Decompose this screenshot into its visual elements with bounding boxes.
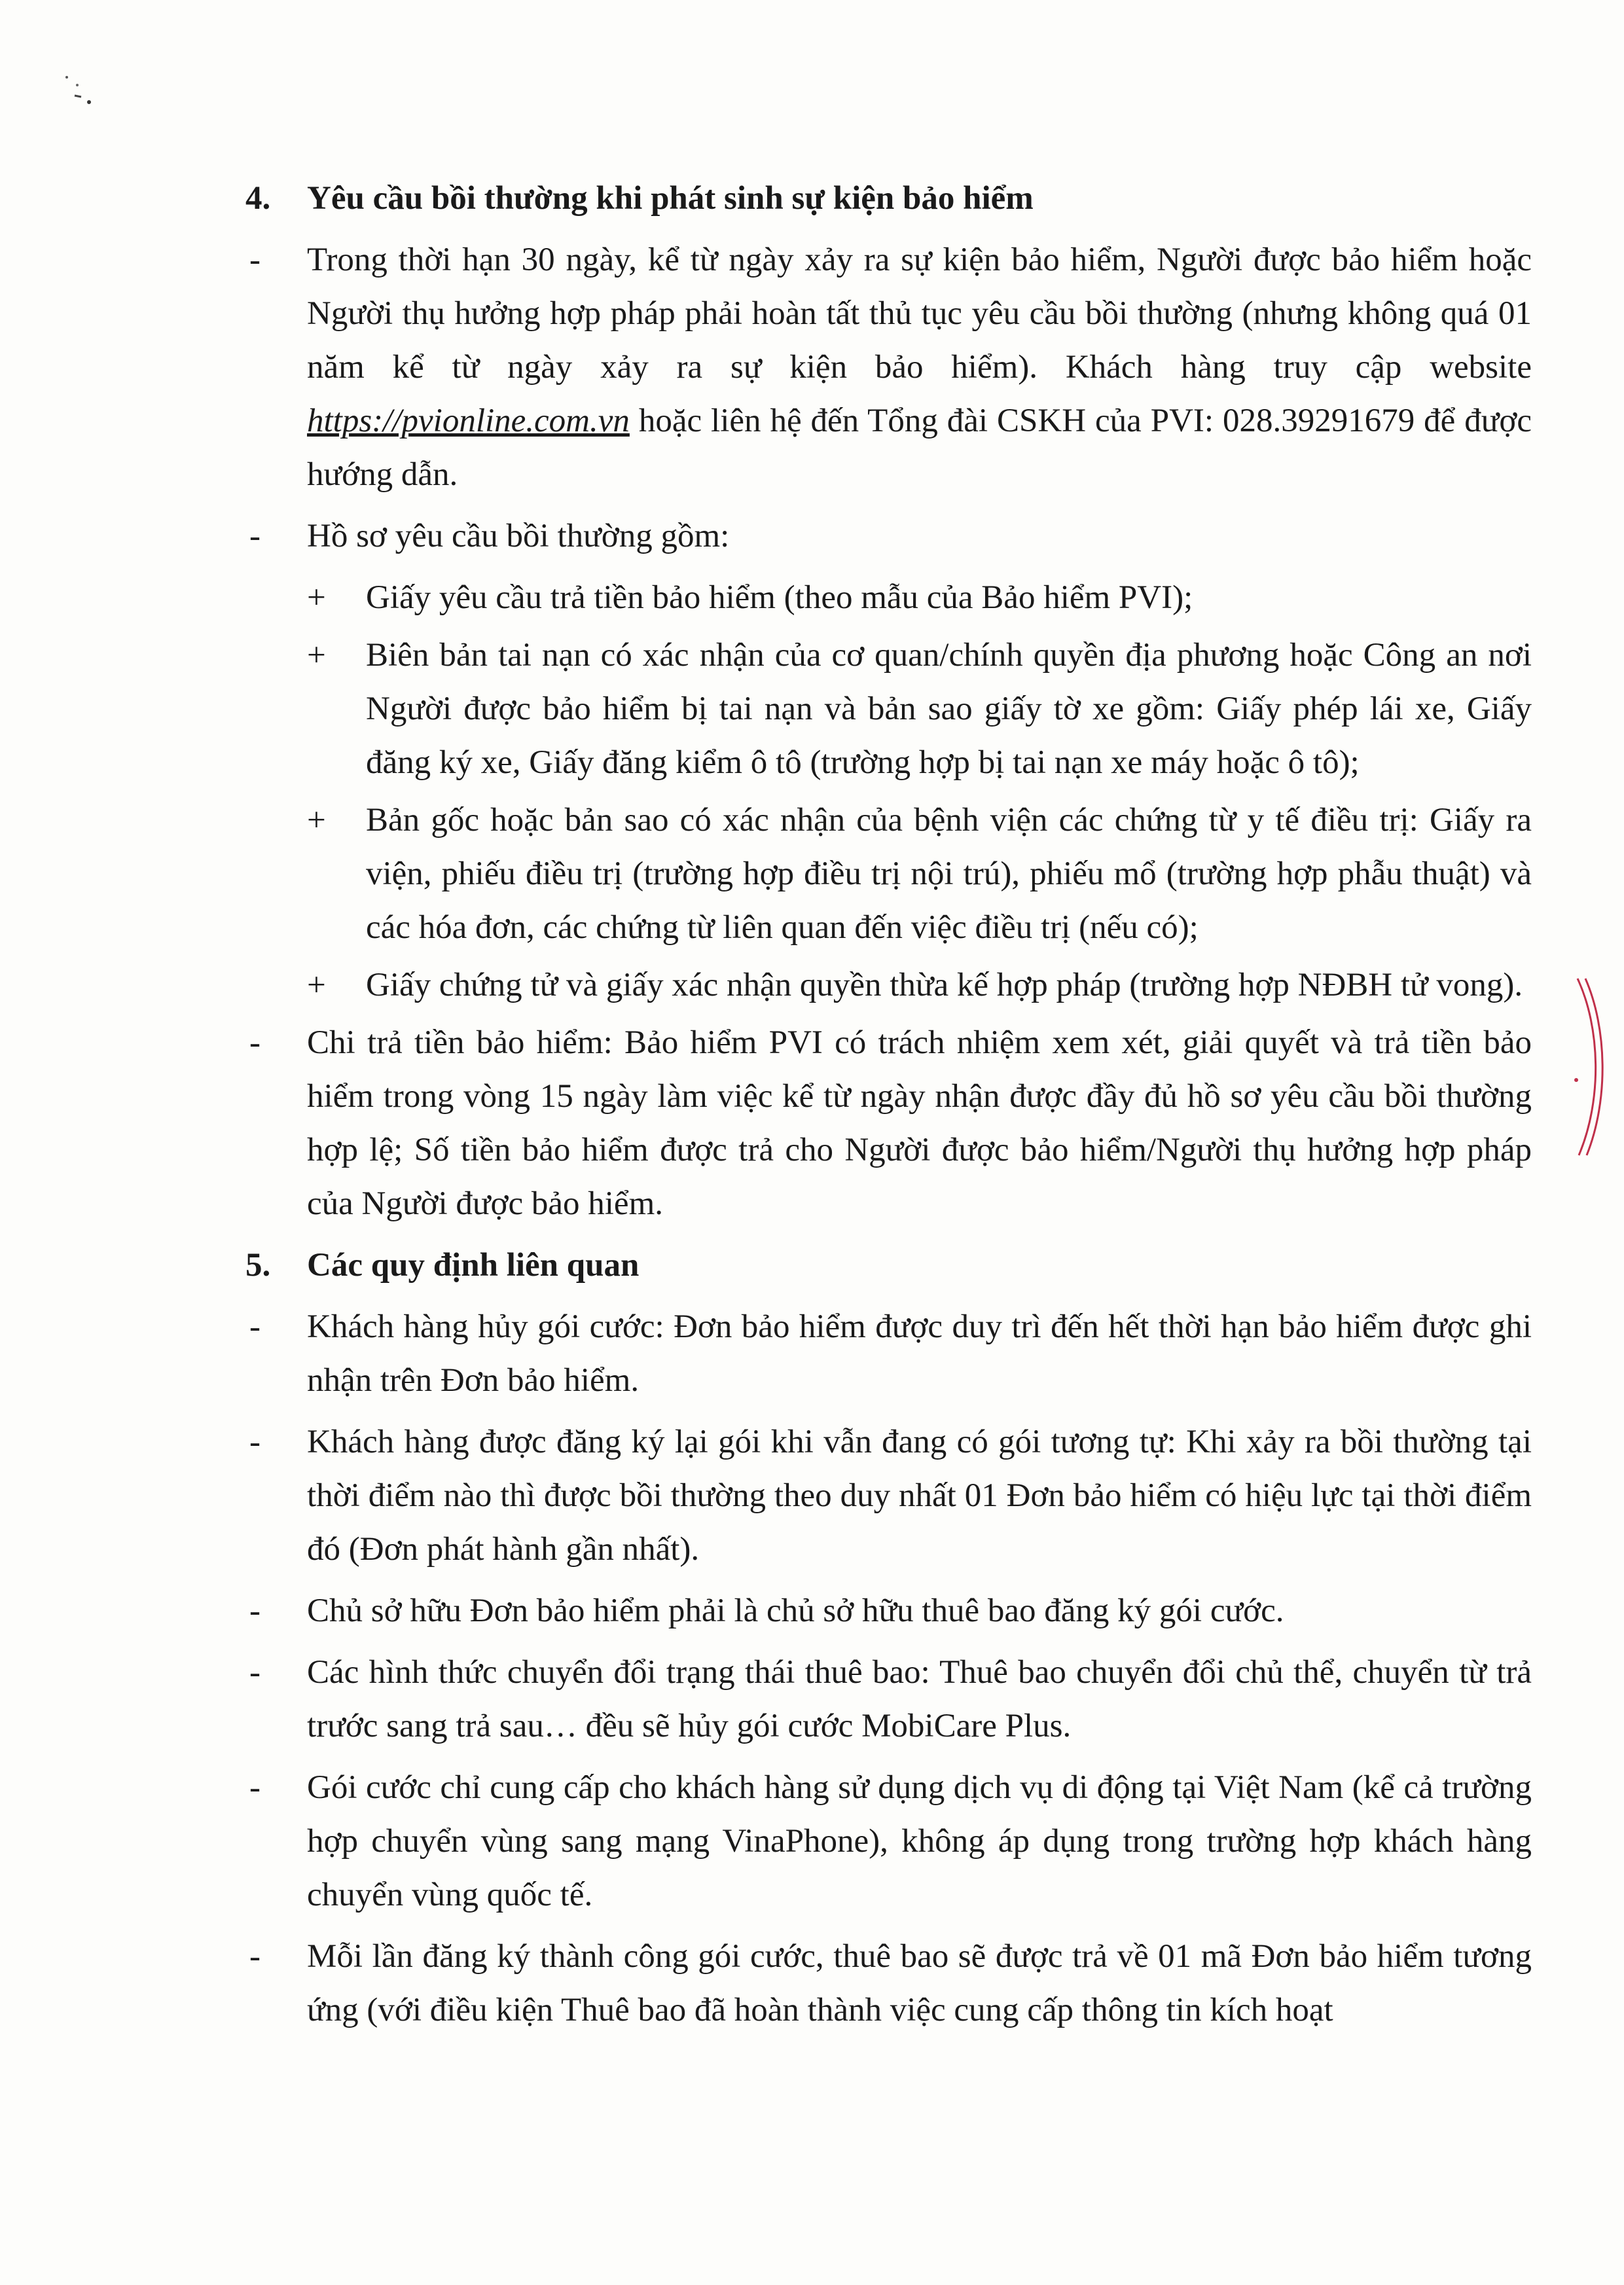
sub-list-item (307, 628, 1532, 789)
sub-list-item-text: Bản gốc hoặc bản sao có xác nhận của bệnh viện các chứng từ y tế điều trị: Giấy ra viện, phiếu điều trị (trường hợp điều trị nội trú), phiếu mổ (trường hợp phẫu thuật) và các hóa đơn, các chứng từ liên quan đến việc điều trị (nếu có); (366, 802, 1532, 946)
dash-marker: - (249, 1024, 261, 1061)
plus-marker: + (307, 967, 326, 1003)
dash-marker: - (249, 1938, 261, 1975)
sub-list-item (307, 958, 1532, 1012)
section-title: Các quy định liên quan (307, 1247, 640, 1284)
margin-bracket-mark-icon (1571, 975, 1610, 1159)
list-item-text: Mỗi lần đăng ký thành công gói cước, thuê bao sẽ được trả về 01 mã Đơn bảo hiểm tương ứng (với điều kiện Thuê bao đã hoàn thành việc cung cấp thông tin kích hoạt (307, 1938, 1532, 2028)
plus-marker: + (307, 802, 326, 838)
document-body (245, 171, 1532, 2045)
scan-mark-icon (63, 72, 102, 111)
list-item-text (307, 233, 1532, 501)
list-item-text: Khách hàng được đăng ký lại gói khi vẫn đang có gói tương tự: Khi xảy ra bồi thường tại thời điểm nào thì được bồi thường theo duy nhất 01 Đơn bảo hiểm có hiệu lực tại thời điểm đó (Đơn phát hành gần nhất). (307, 1424, 1532, 1568)
text-segment: Trong thời hạn 30 ngày, kể từ ngày xảy ra sự kiện bảo hiểm, Người được bảo hiểm hoặc Người thụ hưởng hợp pháp phải hoàn tất thủ tục yêu cầu bồi thường (nhưng không quá 01 năm kể từ ngày xảy ra sự kiện bảo hiểm). Khách hàng truy cập website (307, 242, 1532, 386)
list-item (245, 1930, 1532, 2037)
list-item-text: Gói cước chỉ cung cấp cho khách hàng sử dụng dịch vụ di động tại Việt Nam (kể cả trường hợp chuyển vùng sang mạng VinaPhone), không áp dụng trong trường hợp khách hàng chuyển vùng quốc tế. (307, 1769, 1532, 1913)
list-item (245, 1761, 1532, 1922)
dash-marker: - (249, 1424, 261, 1460)
website-link[interactable]: https://pvionline.com.vn (307, 403, 630, 439)
list-item (245, 1646, 1532, 1753)
list-item-text: Khách hàng hủy gói cước: Đơn bảo hiểm được duy trì đến hết thời hạn bảo hiểm được ghi nhận trên Đơn bảo hiểm. (307, 1308, 1532, 1399)
list-item-text: Các hình thức chuyển đổi trạng thái thuê bao: Thuê bao chuyển đổi chủ thể, chuyển từ trả trước sang trả sau… đều sẽ hủy gói cước MobiCare Plus. (307, 1654, 1532, 1744)
plus-marker: + (307, 637, 326, 674)
list-item (245, 509, 1532, 563)
dash-marker: - (249, 518, 261, 554)
list-item (245, 1300, 1532, 1407)
list-item (245, 1584, 1532, 1638)
list-item (245, 1415, 1532, 1576)
plus-marker: + (307, 579, 326, 616)
sub-list-item (307, 793, 1532, 954)
section-title: Yêu cầu bồi thường khi phát sinh sự kiện bảo hiểm (307, 180, 1034, 217)
section-5-heading (245, 1238, 1532, 1292)
dash-marker: - (249, 1654, 261, 1691)
sub-list-item-text: Biên bản tai nạn có xác nhận của cơ quan/chính quyền địa phương hoặc Công an nơi Người được bảo hiểm bị tai nạn và bản sao giấy tờ xe gồm: Giấy phép lái xe, Giấy đăng ký xe, Giấy đăng kiểm ô tô (trường hợp bị tai nạn xe máy hoặc ô tô); (366, 637, 1532, 781)
dash-marker: - (249, 1592, 261, 1629)
dash-marker: - (249, 1308, 261, 1345)
dash-marker: - (249, 242, 261, 278)
list-item (245, 1016, 1532, 1231)
section-number: 5. (245, 1247, 271, 1284)
dash-marker: - (249, 1769, 261, 1806)
sub-list-item-text: Giấy yêu cầu trả tiền bảo hiểm (theo mẫu của Bảo hiểm PVI); (366, 579, 1193, 616)
list-item-text: Hồ sơ yêu cầu bồi thường gồm: (307, 518, 730, 554)
section-number: 4. (245, 180, 271, 217)
section-4-heading (245, 171, 1532, 225)
list-item (245, 233, 1532, 501)
sub-list-item (307, 571, 1532, 624)
list-item-text: Chi trả tiền bảo hiểm: Bảo hiểm PVI có trách nhiệm xem xét, giải quyết và trả tiền bảo hiểm trong vòng 15 ngày làm việc kể từ ngày nhận được đầy đủ hồ sơ yêu cầu bồi thường hợp lệ; Số tiền bảo hiểm được trả cho Người được bảo hiểm/Người thụ hưởng hợp pháp của Người được bảo hiểm. (307, 1024, 1532, 1222)
text-segment: hoặc liên hệ đến Tổng đài CSKH của PVI: 028.39291679 để được hướng dẫn. (307, 403, 1532, 493)
sub-list-item-text: Giấy chứng tử và giấy xác nhận quyền thừa kế hợp pháp (trường hợp NĐBH tử vong). (366, 967, 1523, 1003)
list-item-text: Chủ sở hữu Đơn bảo hiểm phải là chủ sở hữu thuê bao đăng ký gói cước. (307, 1592, 1284, 1629)
